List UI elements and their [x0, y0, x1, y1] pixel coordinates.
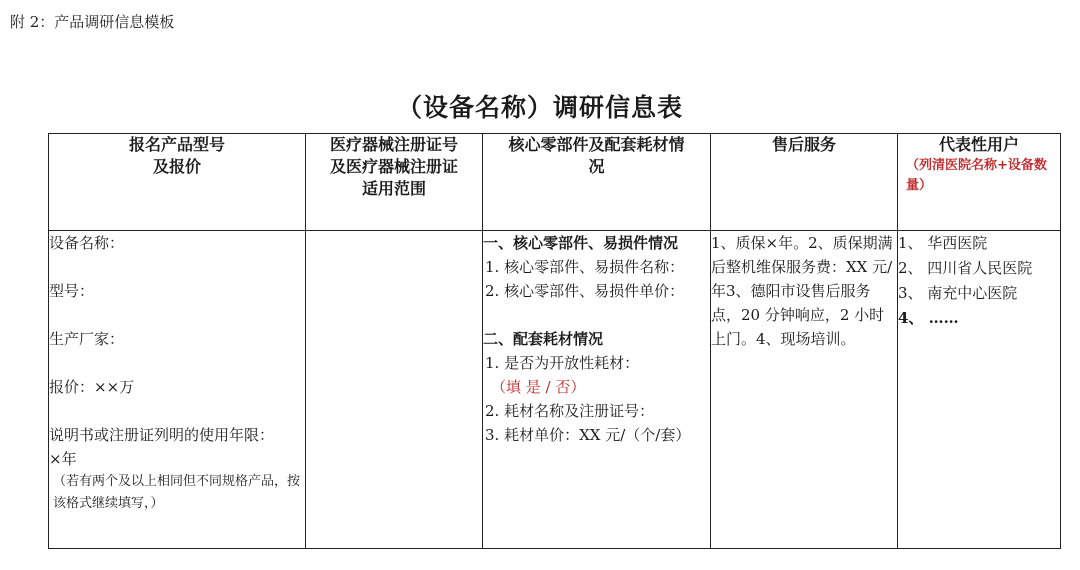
- user-item: 4、 ……: [898, 309, 959, 327]
- table-header-row: [49, 134, 1061, 231]
- after-sales-cell: [711, 231, 898, 549]
- open-consumable-item: 1. 是否为开放性耗材：: [485, 354, 640, 372]
- registration-cell: [306, 231, 483, 549]
- header-after-sales: 售后服务: [711, 134, 898, 231]
- consumable-price-item: 3. 耗材单价：XX 元/（个/套）: [485, 426, 691, 444]
- header-core-parts: 核心零部件及配套耗材情 况: [483, 134, 711, 231]
- user-item: 3、 南充中心医院: [898, 284, 1018, 302]
- header-product-model: 报名产品型号 及报价: [49, 134, 306, 231]
- core-part-price-item: 2. 核心零部件、易损件单价：: [485, 282, 685, 300]
- after-sales-text: 1、质保×年。2、质保期满后整机维保服务费：XX 元/年3、德阳市设售后服务点，20 分钟响应，2 小时上门。4、现场培训。: [711, 234, 893, 348]
- core-parts-cell: [483, 231, 711, 549]
- model-label: 型号：: [49, 282, 95, 300]
- lifespan-value: ×年: [49, 450, 77, 468]
- multi-spec-note: （若有两个及以上相同但不同规格产品，按该格式继续填写，）: [53, 474, 301, 511]
- header-users-note: （列清医院名称+设备数量）: [906, 158, 1047, 193]
- header-registration: 医疗器械注册证号 及医疗器械注册证 适用范围: [306, 134, 483, 231]
- device-name-label: 设备名称：: [49, 234, 125, 252]
- header-users: 代表性用户 （列清医院名称+设备数量）: [898, 134, 1061, 231]
- core-part-name-item: 1. 核心零部件、易损件名称：: [485, 258, 685, 276]
- yes-no-fill-hint: （填 是 / 否）: [491, 378, 586, 396]
- users-cell: [898, 231, 1061, 549]
- price-label: 报价：××万: [49, 378, 135, 396]
- survey-table: [48, 133, 1061, 549]
- manufacturer-label: 生产厂家：: [49, 330, 125, 348]
- product-info-cell: [49, 231, 306, 549]
- section-core-parts: 一、核心零部件、易损件情况: [483, 234, 679, 252]
- appendix-label: 附 2：产品调研信息模板: [10, 13, 175, 31]
- page-title: （设备名称）调研信息表: [396, 93, 683, 122]
- user-item: 1、 华西医院: [898, 234, 988, 252]
- consumable-name-item: 2. 耗材名称及注册证号：: [485, 402, 655, 420]
- section-consumables: 二、配套耗材情况: [483, 330, 604, 348]
- user-item: 2、 四川省人民医院: [898, 259, 1033, 277]
- table-body-row: [49, 231, 1061, 549]
- lifespan-label: 说明书或注册证列明的使用年限：: [49, 426, 275, 444]
